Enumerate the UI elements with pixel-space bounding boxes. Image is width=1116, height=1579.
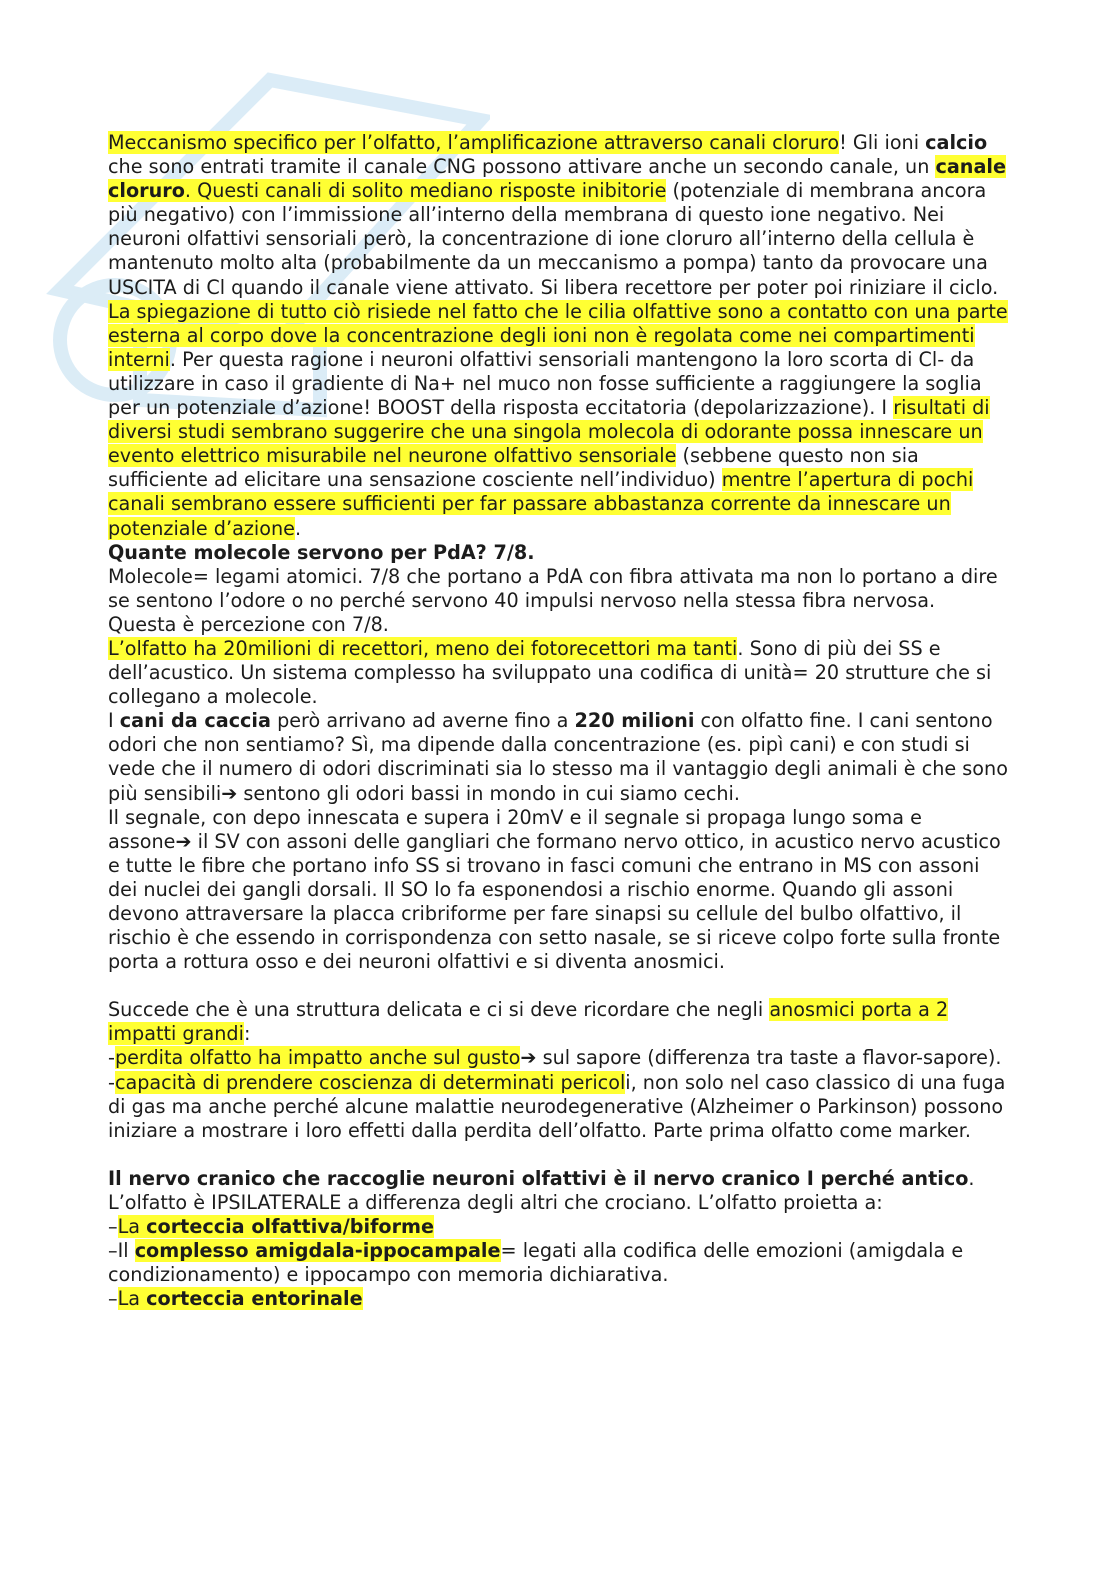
list-item-amygdala-hippocampus: –Il complesso amigdala-ippocampale= legati alla codifica delle emozioni (amigdala e condizionamento) e ippocampo con memoria dichiarativa. [108, 1239, 964, 1287]
highlight: La spiegazione di tutto ciò risiede nel fatto che le cilia olfattive sono a contatto con una parte esterna al corpo dove la concentrazione degli ioni non è regolata come nei compartimenti interni [108, 299, 1008, 371]
paragraph-cranial-nerve: Il nervo cranico che raccoglie neuroni olfattivi è il nervo cranico I perché antico. L’olfatto è IPSILATERALE a differenza degli altri che crociano. L’olfatto proietta a: [108, 1166, 975, 1214]
highlight: canale cloruro. Questi canali di solito mediano risposte inibitorie [108, 155, 1007, 203]
list-item-taste: -perdita olfatto ha impatto anche sul gusto➔ sul sapore (differenza tra taste a flavor-sapore). [108, 1046, 1002, 1070]
highlight: capacità di prendere coscienza di determinati pericol [114, 1070, 626, 1094]
list-item-danger: -capacità di prendere coscienza di determinati pericoli, non solo nel caso classico di una fuga di gas ma anche perché alcune malattie neurodegenerative (Alzheimer o Parkinson) possono iniziare a mostrare i loro effetti dalla perdita dell’olfatto. Parte prima olfatto come marker. [108, 1070, 1006, 1142]
paragraph-anosmia: Succede che è una struttura delicata e ci si deve ricordare che negli anosmici porta a 2 impatti grandi: [108, 998, 949, 1046]
highlight: complesso amigdala-ippocampale [134, 1239, 501, 1263]
list-item-olfactory-cortex: –La corteccia olfattiva/biforme [108, 1215, 435, 1239]
arrow-right-icon: ➔ [520, 1046, 537, 1070]
highlight: La corteccia olfattiva/biforme [117, 1215, 435, 1239]
arrow-right-icon: ➔ [175, 829, 192, 853]
paragraph-spacer [108, 974, 1008, 998]
document-body [108, 131, 1008, 1311]
highlight: Meccanismo specifico per l’olfatto, l’amplificazione attraverso canali cloruro [108, 131, 840, 154]
paragraph-molecules: Molecole= legami atomici. 7/8 che portano a PdA con fibra attivata ma non lo portano a dire se sentono l’odore o no perché servono 40 impulsi nervoso nella stessa fibra nervosa. Questa è percezione con 7/8. [108, 564, 998, 636]
paragraph-signal: Il segnale, con depo innescata e supera i 20mV e il segnale si propaga lungo soma e assone➔ il SV con assoni delle gangliari che formano nervo ottico, in acustico nervo acustico e tutte le fibre che portano info SS si trovano in fasci comuni che entrano in MS con assoni dei nuclei dei gangli dorsali. Il SO lo fa esponendosi a rischio enorme. Quando gli assoni devono attraversare la placca cribriforme per fare sinapsi su cellule del bulbo olfattivo, il rischio è che essendo in corrispondenza con setto nasale, se si riceve colpo forte sulla fronte porta a rottura osso e dei neuroni olfattivi e si diventa anosmici. [108, 805, 1001, 974]
highlight: mentre l’apertura di pochi canali sembrano essere sufficienti per far passare abbastanza corrente da innescare un potenziale d’azione [108, 468, 974, 540]
highlight: La corteccia entorinale [117, 1287, 363, 1311]
highlight: L’olfatto ha 20milioni di recettori, meno dei fotorecettori ma tanti [108, 636, 738, 660]
paragraph-receptors: L’olfatto ha 20milioni di recettori, meno dei fotorecettori ma tanti. Sono di più dei SS e dell’acustico. Un sistema complesso ha sviluppato una codifica di unità= 20 strutture che si collegano a molecole. [108, 636, 992, 709]
highlight: perdita olfatto ha impatto anche sul gusto [114, 1046, 521, 1070]
paragraph-hunting-dogs: I cani da caccia però arrivano ad averne fino a 220 milioni con olfatto fine. I cani sentono odori che non sentiamo? Sì, ma dipende dalla concentrazione (es. pipì cani) e con studi si vede che il numero di odori discriminati sia lo stesso ma il vantaggio degli animali è che sono più sensibili➔ sentono gli odori bassi in mondo in cui siamo cechi. [108, 709, 1008, 805]
highlight: anosmici porta a 2 impatti grandi [108, 998, 949, 1046]
paragraph-spacer [108, 1143, 1008, 1167]
paragraph-chloride-mechanism: Meccanismo specifico per l’olfatto, l’amplificazione attraverso canali cloruro! Gli ioni calcio che sono entrati tramite il canale CNG possono attivare anche un secondo canale, un canale cloruro. Questi canali di solito mediano risposte inibitorie (potenziale di membrana ancora più negativo) con l’immissione all’interno della membrana di questo ione negativo. Nei neuroni olfattivi sensoriali però, la concentrazione di ione cloruro all’interno della cellula è mantenuto molto alta (probabilmente da un meccanismo a pompa) tanto da provocare una USCITA di Cl quando il canale viene attivato. Si libera recettore per poter poi riniziare il ciclo. La spiegazione di tutto ciò risiede nel fatto che le cilia olfattive sono a contatto con una parte esterna al corpo dove la concentrazione degli ioni non è regolata come nei compartimenti interni. Per questa ragione i neuroni olfattivi sensoriali mantengono la loro scorta di Cl- da utilizzare in caso il gradiente di Na+ nel muco non fosse sufficiente a raggiungere la soglia per un potenziale d’azione! BOOST della risposta eccitatoria (depolarizzazione). I risultati di diversi studi sembrano suggerire che una singola molecola di odorante possa innescare un evento elettrico misurabile nel neurone olfattivo sensoriale (sebbene questo non sia sufficiente ad elicitare una sensazione cosciente nell’individuo) mentre l’apertura di pochi canali sembrano essere sufficienti per far passare abbastanza corrente da innescare un potenziale d’azione. [108, 131, 1008, 540]
highlight: risultati di diversi studi sembrano suggerire che una singola molecola di odorante possa innescare un evento elettrico misurabile nel neurone olfattivo sensoriale [108, 396, 990, 468]
heading-pda-question: Quante molecole servono per PdA? 7/8. [108, 540, 535, 564]
arrow-right-icon: ➔ [221, 781, 238, 805]
list-item-entorhinal-cortex: –La corteccia entorinale [108, 1287, 363, 1311]
